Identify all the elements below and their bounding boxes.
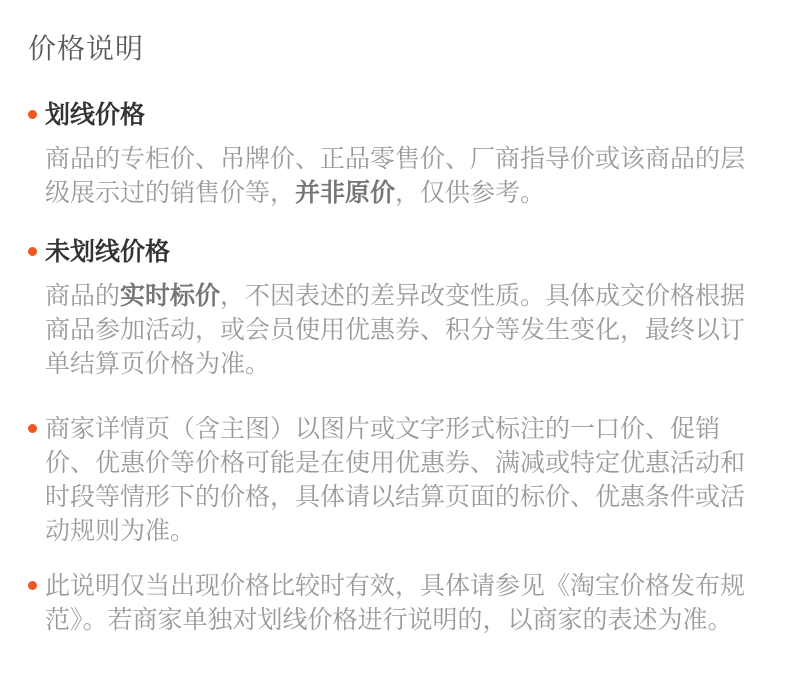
item-text: 商家详情页（含主图）以图片或文字形式标注的一口价、促销价、优惠价等价格可能是在使用优惠券、满减或特定优惠活动和时段等情形下的价格，具体请以结算页面的标价、优惠条件或活动规则为准。 xyxy=(45,415,746,545)
bullet-icon xyxy=(28,247,37,256)
item-text: 商品的实时标价，不因表述的差异改变性质。具体成交价格根据商品参加活动，或会员使用优惠券、积分等发生变化，最终以订单结算页价格为准。 xyxy=(45,282,746,378)
page-title: 价格说明 xyxy=(28,33,145,64)
item-heading: 未划线价格 xyxy=(45,238,171,266)
list-item-crossed-price xyxy=(28,98,757,210)
bullet-icon xyxy=(28,581,37,590)
bullet-icon xyxy=(28,424,37,433)
list-item-uncrossed-price xyxy=(28,235,757,381)
bullet-icon xyxy=(28,110,37,119)
list-item-body xyxy=(45,569,757,637)
item-heading: 划线价格 xyxy=(45,101,146,129)
item-text: 商品的专柜价、吊牌价、正品零售价、厂商指导价或该商品的层级展示过的销售价等，并非原价，仅供参考。 xyxy=(45,145,746,207)
list-item-detail-page-note xyxy=(28,412,757,548)
list-item-body xyxy=(45,235,757,381)
list-item-validity-note xyxy=(28,569,757,637)
list-item-body xyxy=(45,98,757,210)
item-text: 此说明仅当出现价格比较时有效，具体请参见《淘宝价格发布规范》。若商家单独对划线价格进行说明的，以商家的表述为准。 xyxy=(45,572,746,634)
list-item-body xyxy=(45,412,757,548)
price-note-list xyxy=(28,98,757,637)
